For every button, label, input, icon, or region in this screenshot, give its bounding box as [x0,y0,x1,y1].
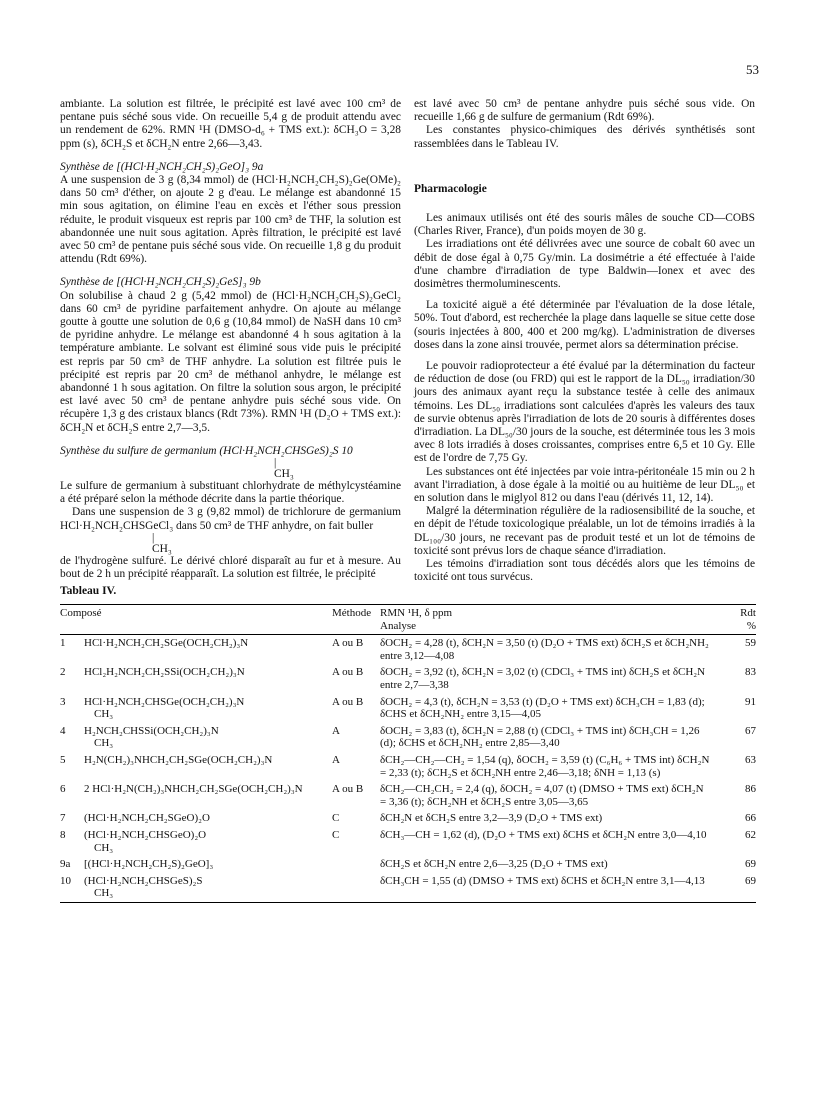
header-rmn-label: RMN ¹H, δ ppm [380,607,453,619]
yield-cell: 66 [745,812,756,825]
method-cell: A [332,753,340,766]
paragraph: La toxicité aiguë a été déterminée par l'évaluation de la dose létale, 50%. Tout d'abord, est recherchée la plage dans laquelle se situe cette dose (souris injectées à 800, 400 et 200 mg/kg). L'administration de diverses doses dans la zone ainsi trouvée, permet alors sa détermination précise. [414,299,755,351]
yield-cell: 59 [745,637,756,650]
paragraph: de l'hydrogène sulfuré. Le dérivé chloré disparaît au fur et à mesure. Au bout de 2 h un précipité réapparaît. La solution est filtrée, le précipité [60,554,401,581]
compound-formula [84,856,332,873]
yield-cell: 62 [745,828,756,841]
compound-name: HCl·H₂NCH₂CHSGe(OCH₂CH₂)₃N [84,695,245,708]
yield-cell: 69 [745,858,756,871]
method-cell: A ou B [332,695,364,708]
formula-substituent: | CH₃ [274,457,294,481]
row-number: 4 [60,724,66,737]
paragraph: Les substances ont été injectées par voie intra-péritonéale 15 min ou 2 h avant l'irradiation, à dose égale à la moitié ou au huitième de leur DL₅₀ et en solution dans le miglyol 812 ou dans l'eau (dérivés 11, 12, 14). [414,465,755,505]
row-number: 7 [60,812,66,825]
header-rdt [710,605,756,635]
method-cell: A ou B [332,637,364,650]
table-row [60,810,756,827]
nmr-cell: δOCH₂ = 4,3 (t), δCH₂N = 3,53 (t) (D₂O + TMS ext) δCH₃CH = 1,83 (d); δCHS et δCH₂NH₂ entre 3,15—4,05 [380,695,705,721]
table-title: Tableau IV. [60,585,117,597]
paragraph: Malgré la détermination régulière de la radiosensibilité de la souche, et en dépit de l'étude toxicologique préalable, un lot de témoins irradiés à la DL₁₀₀/30 jours, ne recevant pas de produit testé et un lot de témoins de toxicité sont prévus lors de chaque séance d'irradiation. [414,505,755,557]
paragraph: A une suspension de 3 g (8,34 mmol) de (HCl·H₂NCH₂CH₂S)₂Ge(OMe)₂ dans 50 cm³ d'éther, on ajoute 2 g d'eau. Le mélange est abandonné 15 min sous agitation, on élimine l'eau en excès et l'éther sous pression réduite, le produit visqueux est repris par 100 cm³ de THF, la solution est abandonnée une nuit sous agitation. Après filtration, le précipité est lavé avec 50 cm³ de pentane puis séché sous vide. On recueille 1,8 g du produit attendu (Rdt 69%). [60,174,401,266]
ch3-label: CH₃ [274,468,294,481]
compound-formula [84,723,332,752]
nmr-cell: δCH₂S et δCH₂N entre 2,6—3,25 (D₂O + TMS ext) [380,858,608,871]
method-cell [332,873,380,903]
row-number: 8 [60,828,66,841]
section-heading: Synthèse de [(HCl·H₂NCH₂CH₂S)₂GeS]₃ 9b [60,276,261,289]
right-column [414,98,755,585]
compound-name: (HCl·H₂NCH₂CHSGeO)₂O [84,828,207,841]
header-compose: Composé [60,605,332,635]
compound-name: H₂N(CH₂)₃NHCH₂CH₂SGe(OCH₂CH₂)₃N [84,753,273,766]
method-cell: A ou B [332,666,364,679]
section-heading: Synthèse de [(HCl·H₂NCH₂CH₂S)₂GeO]₃ 9a [60,160,264,173]
data-table [60,604,756,903]
yield-cell: 86 [745,783,756,796]
header-methode: Méthode [332,605,380,635]
page-number: 53 [746,62,759,77]
table-row [60,781,756,810]
paragraph: Le pouvoir radioprotecteur a été évalué par la détermination du facteur de réduction de dose (ou FRD) qui est le rapport de la DL₅₀ irradiation/30 jours des animaux ayant reçu la substance testée à celle des animaux témoins. Les DL₅₀ irradiations sont calculées d'après les valeurs des taux de survie obtenus après l'irradiation de lots de 20 souris à différentes doses d'irradiation. La DL₅₀/30 jours de la souche, est déterminée tous les 3 mois avec 8 lots irradiés à doses croissantes, comprises entre 6,5 et 10 Gy. Elle est de l'ordre de 7,75 Gy. [414,360,755,465]
compound-name: HCl·H₂NCH₂CH₂SGe(OCH₂CH₂)₃N [84,637,249,650]
row-number: 3 [60,695,66,708]
nmr-cell: δCH₃CH = 1,55 (d) (DMSO + TMS ext) δCHS et δCH₂N entre 3,1—4,13 [380,873,710,903]
header-rmn [380,605,710,635]
table-row [60,752,756,781]
row-number: 6 [60,783,66,796]
table-body [60,635,756,903]
nmr-cell: δCH₂N et δCH₂S entre 3,2—3,9 (D₂O + TMS ext) [380,812,603,825]
row-number: 10 [60,873,84,903]
method-cell [332,856,380,873]
yield-cell: 69 [710,873,756,903]
row-number: 5 [60,753,66,766]
compound-formula [84,635,332,665]
method-cell: C [332,828,340,841]
table-row [60,635,756,665]
table-row [60,827,756,856]
paragraph: Le sulfure de germanium à substituant chlorhydrate de méthylcystéamine a été préparé selon la méthode décrite dans la partie théorique. [60,480,401,506]
table-row [60,723,756,752]
compound-formula [84,752,332,781]
nmr-cell: δOCH₂ = 3,92 (t), δCH₂N = 3,02 (t) (CDCl₃ + TMS int) δCH₂S et δCH₂N entre 2,7—3,38 [380,666,706,691]
compound-name: (HCl·H₂NCH₂CH₂SGeO)₂O [84,812,210,825]
formula-substituent: | CH₃ [152,531,172,555]
yield-cell: 83 [745,666,756,679]
nmr-cell: δCH₃—CH = 1,62 (d), (D₂O + TMS ext) δCHS et δCH₂N entre 3,0—4,10 [380,828,707,841]
paragraph: est lavé avec 50 cm³ de pentane anhydre puis séché sous vide. On recueille 1,66 g de sulfure de germanium (Rdt 69%). [414,98,755,124]
compound-substituent: CH₃ [94,887,114,900]
table-row [60,664,756,693]
compound-name: 2 HCl·H₂N(CH₂)₃NHCH₂CH₂SGe(OCH₂CH₂)₃N [84,783,303,796]
yield-cell: 67 [745,724,756,737]
nmr-cell: δOCH₂ = 4,28 (t), δCH₂N = 3,50 (t) (D₂O + TMS ext) δCH₂S et δCH₂NH₂ entre 3,12—4,08 [380,637,709,662]
row-number: 9a [60,858,71,871]
section-heading: Synthèse du sulfure de germanium (HCl·H₂NCH₂CHSGeS)₂S 10 [60,444,353,457]
compound-name: [(HCl·H₂NCH₂CH₂S)₂GeO]₃ [84,858,214,871]
header-analyse: Analyse [380,619,417,632]
left-column [60,98,401,581]
compound-formula [84,694,332,723]
paragraph: Les témoins d'irradiation sont tous décédés alors que les témoins de toxicité ont tous survécus. [414,558,755,584]
section-heading: Pharmacologie [414,182,487,195]
yield-cell: 91 [745,695,756,708]
method-cell: A [332,724,340,737]
compound-formula [84,827,332,856]
row-number: 2 [60,666,66,679]
row-number: 1 [60,637,66,650]
compound-formula [84,873,332,903]
compound-substituent: CH₃ [94,841,114,854]
compound-formula [84,664,332,693]
compound-name: H₂NCH₂CHSSi(OCH₂CH₂)₃N [84,724,219,737]
method-cell: C [332,812,340,825]
compound-substituent: CH₃ [94,708,114,721]
nmr-cell: δCH₂—CH₂CH₂ = 2,4 (q), δOCH₂ = 4,07 (t) (DMSO + TMS ext) δCH₂N = 3,36 (t); δCH₂NH et δCH₂S entre 3,05—3,65 [380,783,704,808]
header-rdt-unit: % [746,619,756,632]
paragraph: On solubilise à chaud 2 g (5,42 mmol) de (HCl·H₂NCH₂CH₂S)₂GeCl₂ dans 60 cm³ de pyridine parfaitement anhydre. On ajoute au mélange goutte à goutte une solution de 0,6 g (10,84 mmol) de NaSH dans 10 cm³ de pyridine anhydre. Le mélange est abandonné 4 h sous agitation à la température ambiante. Le solvant est éliminé sous vide puis le précipité est repris par 50 cm³ de THF anhydre. La solution est filtrée puis le précipité est repris par 20 cm³ de méthanol anhydre, le mélange est abandonné 1 h sous agitation. On filtre la solution sous argon, le précipité est lavé avec 50 cm³ de pentane anhydre puis séché sous vide. On récupère 1,3 g des cristaux blancs (Rdt 73%). RMN ¹H (D₂O + TMS ext.): δCH₂N et δCH₂S entre 2,7—3,5. [60,289,401,434]
compound-name: (HCl·H₂NCH₂CHSGeS)₂S [84,874,203,887]
compound-formula [84,810,332,827]
paragraph: ambiante. La solution est filtrée, le précipité est lavé avec 100 cm³ de pentane puis séché sous vide. On recueille 5,4 g de produit attendu avec un rendement de 62%. RMN ¹H (DMSO-d₆ + TMS ext.): δCH₃O = 3,28 ppm (s), δCH₂S et δCH₂N entre 2,66—3,43. [60,98,401,150]
header-rdt-label: Rdt [740,607,756,619]
compound-substituent: CH₃ [94,737,114,750]
compound-formula [84,781,332,810]
method-cell: A ou B [332,783,364,796]
table-row [60,694,756,723]
table-row [60,873,756,903]
paragraph: Dans une suspension de 3 g (9,82 mmol) de trichlorure de germanium HCl·H₂NCH₂CHSGeCl₃ dans 50 cm³ de THF anhydre, on fait buller [60,506,401,532]
nmr-cell: δCH₂—CH₂—CH₂ = 1,54 (q), δOCH₂ = 3,59 (t) (C₆H₆ + TMS int) δCH₂N = 2,33 (t); δCH₂S et δCH₂NH entre 2,46—3,18; δNH = 1,13 (s) [380,753,710,779]
ch3-label: CH₃ [152,542,172,555]
paragraph: Les animaux utilisés ont été des souris mâles de souche CD—COBS (Charles River, France), d'un poids moyen de 30 g. [414,212,755,238]
paragraph: Les irradiations ont été délivrées avec une source de cobalt 60 avec un débit de dose égal à 0,75 Gy/min. La dosimétrie a été effectuée à l'aide d'une chambre d'irradiation de type Baldwin—Ionex et avec des dosimètres thermoluminescents. [414,238,755,291]
paragraph: Les constantes physico-chimiques des dérivés synthétisés sont rassemblées dans le Tableau IV. [414,124,755,150]
nmr-cell: δOCH₂ = 3,83 (t), δCH₂N = 2,88 (t) (CDCl₃ + TMS int) δCH₃CH = 1,26 (d); δCHS et δCH₂NH₂ entre 2,85—3,40 [380,724,700,750]
table-row [60,856,756,873]
compound-name: HCl₂H₂NCH₂CH₂SSi(OCH₂CH₂)₃N [84,666,245,679]
table-header-row [60,605,756,635]
yield-cell: 63 [745,753,756,766]
